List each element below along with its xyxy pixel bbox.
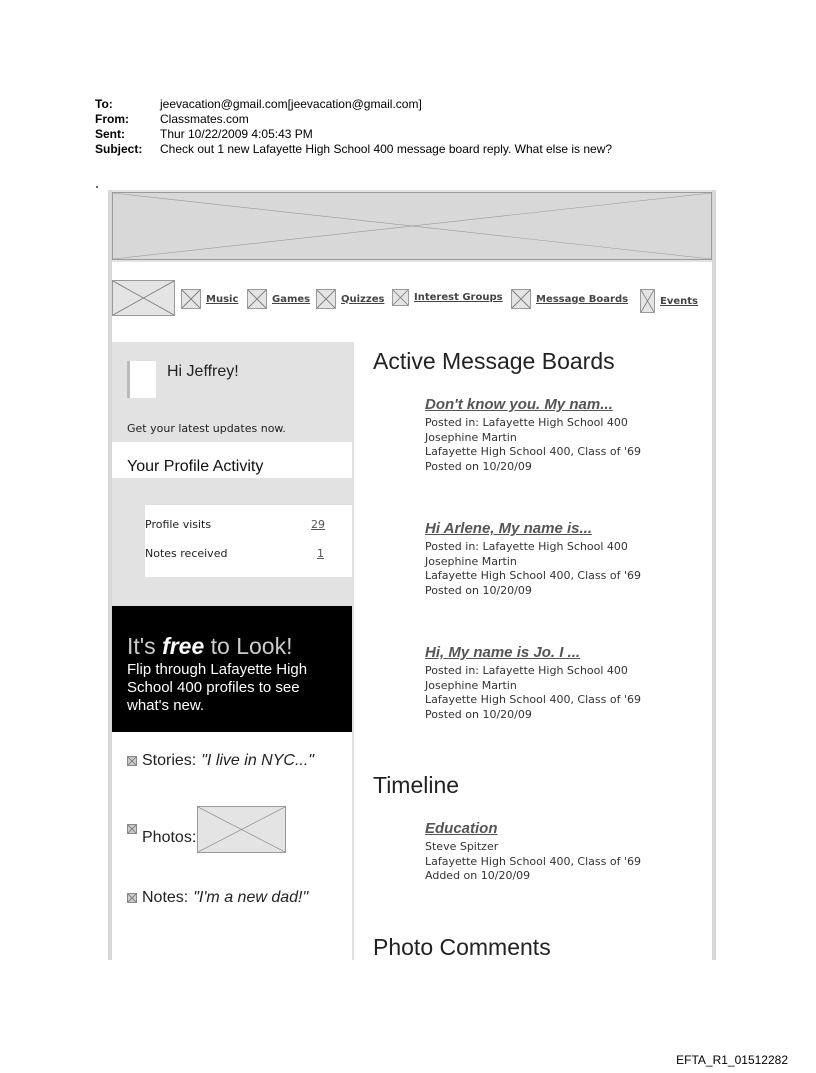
profile-activity-box [145, 505, 352, 577]
posted-date: Posted on 10/20/09 [425, 707, 532, 721]
message-boards-image-placeholder-icon [511, 289, 531, 309]
updates-text: Get your latest updates now. [127, 422, 286, 435]
to-value: jeevacation@gmail.com[jeevacation@gmail.com] [160, 97, 422, 111]
message-board-title-link[interactable]: Don't know you. My nam... [425, 396, 613, 413]
author: Steve Spitzer [425, 840, 499, 853]
class-info: Lafayette High School 400, Class of '69 [425, 569, 641, 582]
feed-photos[interactable] [127, 806, 286, 853]
timeline-heading: Timeline [373, 772, 460, 798]
timeline-entry [425, 820, 710, 884]
interest-groups-image-placeholder-icon [392, 289, 409, 306]
events-image-placeholder-icon [640, 289, 655, 313]
nav-link-games[interactable]: Games [272, 293, 311, 305]
sent-label: Sent: [95, 127, 125, 141]
logo-image-placeholder-icon[interactable] [112, 280, 175, 316]
free-to-look-promo[interactable] [112, 606, 352, 732]
nav-item-games[interactable] [247, 289, 310, 309]
posted-date: Posted on 10/20/09 [425, 583, 532, 597]
author: Josephine Martin [425, 554, 517, 568]
sent-value: Thur 10/22/2009 4:05:43 PM [160, 127, 313, 141]
notes-quote[interactable]: "I'm a new dad!" [193, 889, 309, 906]
message-board-entry [425, 396, 710, 474]
banner-image-placeholder-icon [112, 192, 712, 260]
author: Josephine Martin [425, 430, 517, 444]
stray-dot [96, 186, 98, 188]
avatar[interactable] [127, 361, 156, 398]
nav-item-interest-groups[interactable] [392, 289, 503, 306]
subject-label: Subject: [95, 142, 143, 156]
photos-label: Photos: [142, 829, 197, 846]
added-date: Added on 10/20/09 [425, 869, 531, 882]
feed-stories[interactable] [127, 752, 314, 770]
message-board-title-link[interactable]: Hi Arlene, My name is... [425, 520, 592, 537]
message-board-entry [425, 644, 710, 722]
music-image-placeholder-icon [181, 289, 201, 309]
nav-divider-strip [112, 324, 712, 342]
nav-link-music[interactable]: Music [206, 293, 239, 305]
promo-emphasis: free [162, 633, 205, 659]
games-image-placeholder-icon [247, 289, 267, 309]
document-id: EFTA_R1_01512282 [676, 1053, 788, 1067]
notes-received-count-link[interactable]: 1 [317, 547, 324, 560]
notes-label: Notes: [142, 889, 189, 906]
promo-prefix: It's [127, 633, 163, 659]
quizzes-image-placeholder-icon [316, 289, 336, 309]
photo-thumbnail-placeholder-icon[interactable] [197, 806, 286, 853]
photo-comments-heading: Photo Comments [373, 934, 551, 960]
to-label: To: [95, 97, 113, 111]
promo-text: Flip through Lafayette High School 400 profiles to see what's new. [127, 661, 308, 714]
stories-label: Stories: [142, 752, 197, 769]
broken-image-icon [127, 756, 137, 766]
author: Josephine Martin [425, 678, 517, 692]
subject-value: Check out 1 new Lafayette High School 400 message board reply. What else is new? [160, 142, 613, 156]
nav-item-quizzes[interactable] [316, 289, 384, 309]
broken-image-icon [127, 824, 137, 834]
from-value: Classmates.com [160, 112, 249, 126]
posted-in: Posted in: Lafayette High School 400 [425, 540, 628, 553]
posted-in: Posted in: Lafayette High School 400 [425, 664, 628, 677]
nav-link-events[interactable]: Events [660, 295, 698, 307]
nav-link-quizzes[interactable]: Quizzes [341, 293, 385, 305]
class-info: Lafayette High School 400, Class of '69 [425, 693, 641, 706]
stat-label: Notes received [145, 547, 228, 560]
nav-link-message-boards[interactable]: Message Boards [536, 293, 629, 305]
nav-item-message-boards[interactable] [511, 289, 628, 309]
broken-image-icon [127, 893, 137, 903]
email-header [95, 97, 612, 157]
from-label: From: [95, 112, 129, 126]
timeline-title-link[interactable]: Education [425, 820, 498, 837]
active-message-boards-heading: Active Message Boards [373, 348, 615, 374]
feed-notes[interactable] [127, 889, 308, 907]
nav-link-interest-groups[interactable]: Interest Groups [414, 292, 503, 303]
posted-date: Posted on 10/20/09 [425, 459, 532, 473]
profile-visits-count-link[interactable]: 29 [311, 518, 325, 531]
stories-quote[interactable]: "I live in NYC..." [201, 752, 314, 769]
posted-in: Posted in: Lafayette High School 400 [425, 416, 628, 429]
promo-suffix: to Look! [204, 633, 293, 659]
message-board-entry [425, 520, 710, 598]
profile-activity-title: Your Profile Activity [127, 458, 264, 475]
nav-item-events[interactable] [640, 289, 698, 313]
greeting: Hi Jeffrey! [167, 363, 239, 380]
class-info: Lafayette High School 400, Class of '69 [425, 445, 641, 458]
promo-headline [127, 633, 293, 660]
nav-item-music[interactable] [181, 289, 238, 309]
class-info: Lafayette High School 400, Class of '69 [425, 854, 641, 868]
stat-label: Profile visits [145, 518, 212, 531]
message-board-title-link[interactable]: Hi, My name is Jo. I ... [425, 644, 581, 661]
